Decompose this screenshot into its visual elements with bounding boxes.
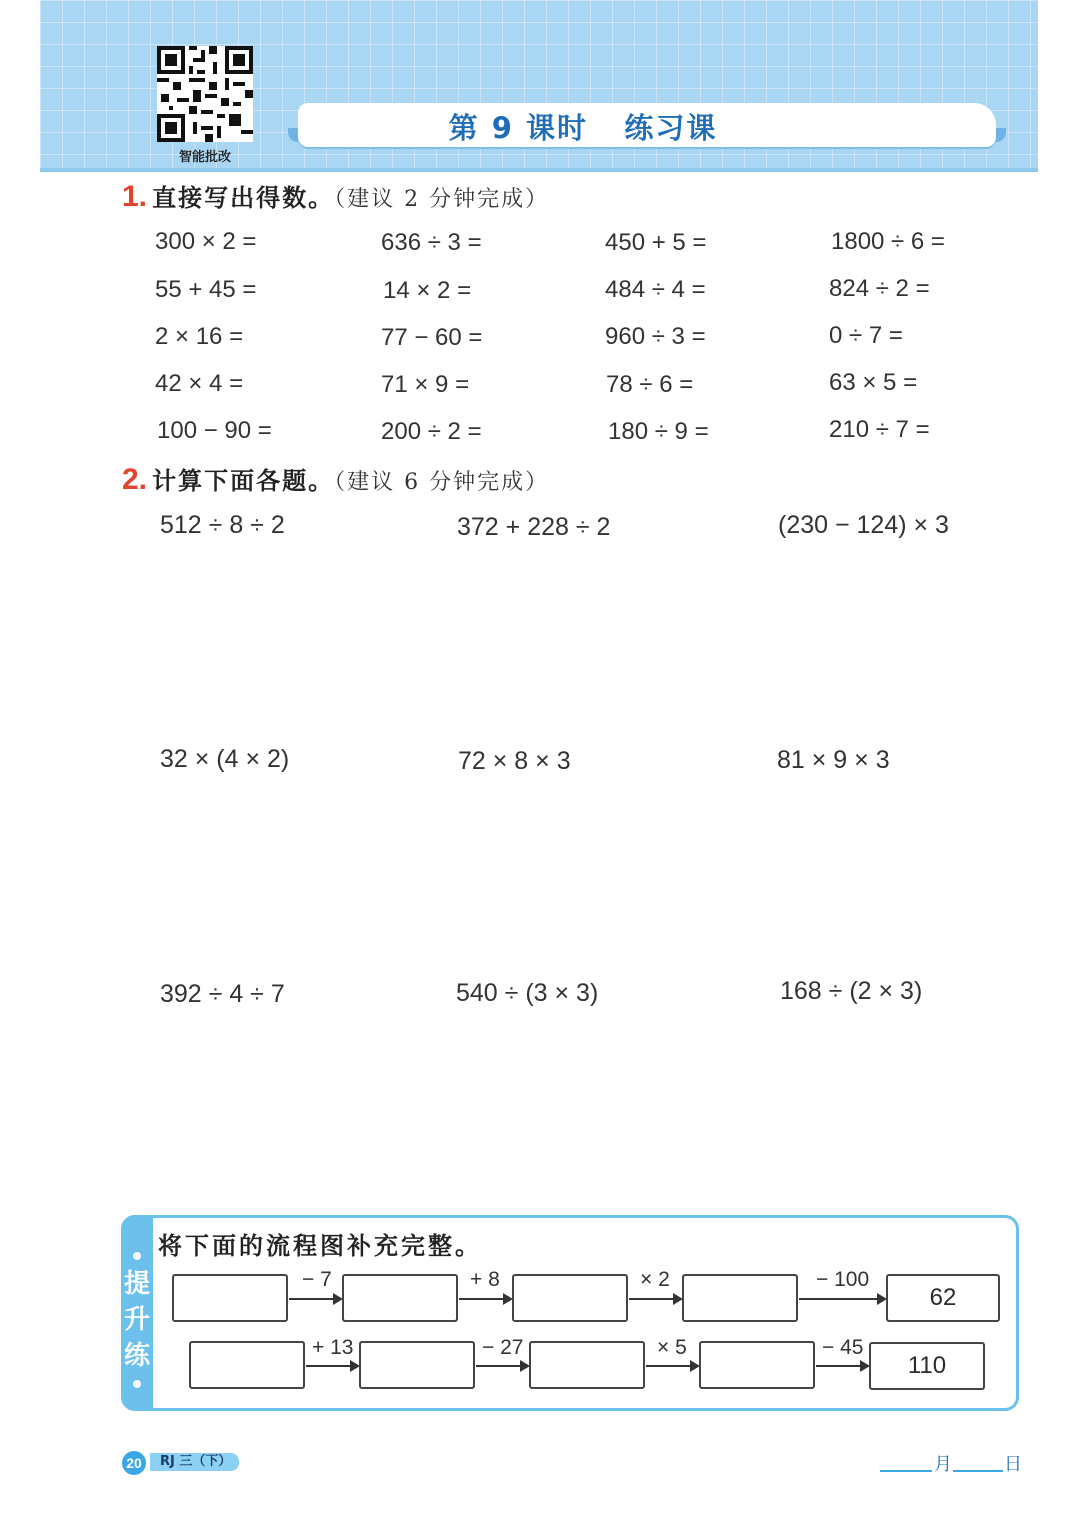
lesson-number: 第 9 课时 bbox=[448, 111, 589, 145]
oral-problem: 55 + 45 = bbox=[155, 276, 257, 303]
flow-operation: + 8 bbox=[470, 1268, 500, 1291]
flow-arrow bbox=[646, 1365, 698, 1367]
oral-problem: 200 ÷ 2 = bbox=[381, 418, 482, 445]
section1-hint: （建议 2 分钟完成） bbox=[334, 187, 550, 212]
oral-problem: 450 + 5 = bbox=[605, 229, 707, 256]
oral-problem: 78 ÷ 6 = bbox=[606, 371, 694, 398]
flow-answer-box[interactable] bbox=[189, 1341, 305, 1389]
flow-answer-box[interactable] bbox=[699, 1341, 815, 1389]
flow-arrow bbox=[306, 1365, 358, 1367]
flow-answer-box[interactable] bbox=[529, 1341, 645, 1389]
section2-heading bbox=[122, 461, 549, 497]
side-char: 升 bbox=[123, 1305, 150, 1335]
side-char: 提 bbox=[123, 1269, 150, 1299]
calc-problem: 512 ÷ 8 ÷ 2 bbox=[160, 511, 285, 539]
page-number: 20 bbox=[122, 1451, 146, 1475]
flow-arrow bbox=[799, 1298, 885, 1300]
oral-problem: 63 × 5 = bbox=[829, 369, 918, 396]
oral-problem: 484 ÷ 4 = bbox=[605, 276, 706, 303]
oral-problem: 2 × 16 = bbox=[155, 323, 244, 350]
flow-operation: − 27 bbox=[482, 1336, 524, 1359]
section1-number: 1. bbox=[122, 180, 148, 213]
flow-answer-box[interactable] bbox=[359, 1341, 475, 1389]
oral-problem: 824 ÷ 2 = bbox=[829, 275, 930, 302]
flow-operation: × 5 bbox=[657, 1336, 687, 1359]
practice-side-text bbox=[121, 1266, 153, 1374]
calc-problem: 540 ÷ (3 × 3) bbox=[456, 979, 599, 1007]
flow-result-box: 110 bbox=[869, 1342, 985, 1390]
flow-operation: + 13 bbox=[312, 1336, 354, 1359]
oral-problem: 960 ÷ 3 = bbox=[605, 323, 706, 350]
flow-operation: − 45 bbox=[822, 1336, 864, 1359]
flow-arrow bbox=[459, 1298, 511, 1300]
oral-problem: 42 × 4 = bbox=[155, 370, 244, 397]
oral-problem: 14 × 2 = bbox=[383, 277, 472, 304]
lesson-title bbox=[298, 106, 868, 147]
flow-arrow bbox=[816, 1365, 868, 1367]
oral-problem: 100 − 90 = bbox=[157, 417, 272, 444]
flow-result-box: 62 bbox=[886, 1274, 1000, 1322]
lesson-name: 练习课 bbox=[624, 111, 718, 145]
flow-answer-box[interactable] bbox=[342, 1274, 458, 1322]
section2-title: 计算下面各题。 bbox=[152, 467, 335, 495]
grade-tag: RJ 三（下） bbox=[150, 1453, 239, 1471]
section1-title: 直接写出得数。 bbox=[152, 184, 335, 212]
day-label: 日 bbox=[1004, 1454, 1022, 1475]
oral-problem: 180 ÷ 9 = bbox=[608, 418, 709, 445]
calc-problem: 168 ÷ (2 × 3) bbox=[780, 977, 923, 1005]
section1-heading bbox=[122, 178, 549, 214]
flow-answer-box[interactable] bbox=[172, 1274, 288, 1322]
side-dot-bottom bbox=[133, 1380, 141, 1388]
flow-answer-box[interactable] bbox=[682, 1274, 798, 1322]
qr-code-graphic bbox=[157, 46, 253, 142]
oral-problem: 210 ÷ 7 = bbox=[829, 416, 930, 443]
day-blank[interactable] bbox=[953, 1470, 1003, 1472]
side-char: 练 bbox=[123, 1341, 150, 1371]
section2-hint: （建议 6 分钟完成） bbox=[334, 470, 550, 495]
flow-operation: − 7 bbox=[302, 1268, 332, 1291]
qr-caption: 智能批改 bbox=[178, 150, 231, 165]
flow-answer-box[interactable] bbox=[512, 1274, 628, 1322]
qr-code[interactable] bbox=[157, 46, 253, 142]
flow-arrow bbox=[629, 1298, 681, 1300]
month-label: 月 bbox=[934, 1454, 952, 1475]
side-dot-top bbox=[133, 1252, 141, 1260]
oral-problem: 0 ÷ 7 = bbox=[829, 322, 903, 349]
section2-number: 2. bbox=[122, 463, 148, 496]
flow-operation: − 100 bbox=[816, 1268, 870, 1291]
calc-problem: 372 + 228 ÷ 2 bbox=[457, 513, 611, 541]
flow-arrow bbox=[289, 1298, 341, 1300]
practice-title: 将下面的流程图补充完整。 bbox=[158, 1232, 482, 1260]
calc-problem: 392 ÷ 4 ÷ 7 bbox=[160, 980, 285, 1008]
calc-problem: 81 × 9 × 3 bbox=[777, 746, 890, 774]
oral-problem: 636 ÷ 3 = bbox=[381, 229, 482, 256]
flow-arrow bbox=[476, 1365, 528, 1367]
calc-problem: 72 × 8 × 3 bbox=[458, 747, 571, 775]
oral-problem: 71 × 9 = bbox=[381, 371, 470, 398]
calc-problem: 32 × (4 × 2) bbox=[160, 745, 290, 773]
oral-problem: 300 × 2 = bbox=[155, 228, 257, 255]
month-blank[interactable] bbox=[880, 1470, 932, 1472]
oral-problem: 1800 ÷ 6 = bbox=[831, 228, 945, 255]
flow-operation: × 2 bbox=[640, 1268, 670, 1291]
calc-problem: (230 − 124) × 3 bbox=[778, 511, 949, 539]
oral-problem: 77 − 60 = bbox=[381, 324, 483, 351]
